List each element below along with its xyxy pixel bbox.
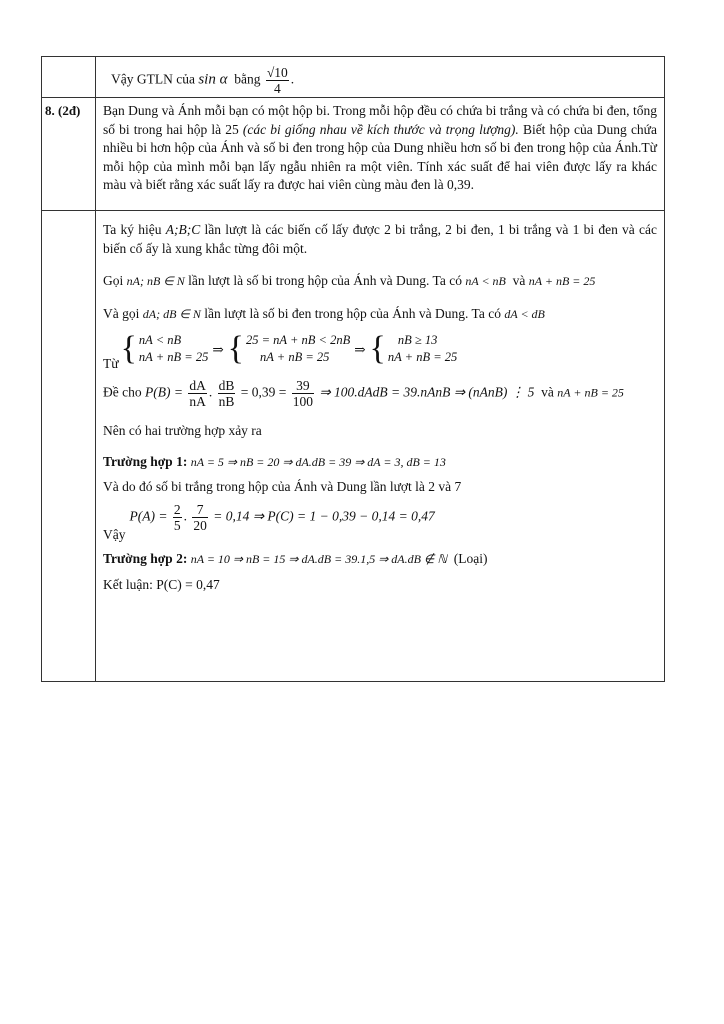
solution-line-1: Ta ký hiệu A;B;C lần lượt là các biến cố lấy được 2 bi trắng, 2 bi đen, 1 bi trắng và 1 bi đen và các biến cố ấy là xung khắc từng đôi một.: [103, 222, 657, 256]
previous-conclusion: Vậy GTLN của sin α bằng $\frac{√10}{4}$ .: [111, 65, 295, 96]
solution-line-2: Gọi nA; nB ∈ N lần lượt là số bi trong hộp của Ánh và Dung. Ta có nA < nB và nA + nB = 25: [103, 273, 596, 288]
inequality-systems: Từ { nA < nB nA + nB = 25 ⇒ { 25 = nA + nB < 2nB nA + nB = 25 ⇒ { nB ≥ 13 nA + nB = 25: [103, 330, 458, 371]
case-1: Trường hợp 1: nA = 5 ⇒ nB = 20 ⇒ dA.dB = 39 ⇒ dA = 3, dB = 13: [103, 454, 446, 469]
table-row: [42, 211, 664, 681]
solution-line-6: Nên có hai trường hợp xảy ra: [103, 423, 262, 438]
case-2: Trường hợp 2: nA = 10 ⇒ nB = 15 ⇒ dA.dB = 39.1,5 ⇒ dA.dB ∉ ℕ (Loại): [103, 551, 488, 566]
table-row: [42, 98, 664, 211]
probability-a: Vậy P(A) = $\frac{2}{5}$ . $\frac{7}{20}$ = 0,14 ⇒ P(C) = 1 − 0,39 − 0,14 = 0,47: [103, 502, 435, 542]
solution-label-cell: [42, 211, 96, 681]
solution-text: [96, 211, 664, 681]
question-text: Bạn Dung và Ánh mỗi bạn có một hộp bi. Trong mỗi hộp đều có chứa bi trắng và có chứa bi đen, tổng số bi trong hai hộp là 25 (các bi giống nhau về kích thước và trọng lượng). Biết hộp của Dung chứa nhiều bi hơn hộp của Ánh và số bi đen trong hộp của Dung nhiều hơn số bi đen trong hộp của Ánh.Từ mỗi hộp của mình mỗi bạn lấy ngẫu nhiên ra một viên. Tính xác suất để hai viên được lấy ra khác màu và biết rằng xác suất lấy ra được hai viên cùng màu đen là 0,39.: [103, 103, 657, 192]
conclusion: Kết luận: P(C) = 0,47: [103, 577, 220, 592]
table-row: [42, 57, 664, 98]
question-number-cell: [42, 57, 96, 97]
solution-line-5: Đề cho P(B) = $\frac{dA}{nA}$ . $\frac{dB}{nB}$ = 0,39 = $\frac{39}{100}$ ⇒ 100.dAdB = 39.nAnB ⇒ (nAnB) ⋮ 5 và nA + nB = 25: [103, 378, 624, 409]
answer-table: [41, 56, 665, 682]
question-label: 8. (2đ): [42, 98, 96, 210]
solution-line-3: Và gọi dA; dB ∈ N lần lượt là số bi đen trong hộp của Ánh và Dung. Ta có dA < dB: [103, 306, 545, 321]
solution-line-8: Và do đó số bi trắng trong hộp của Ánh và Dung lần lượt là 2 và 7: [103, 479, 462, 494]
